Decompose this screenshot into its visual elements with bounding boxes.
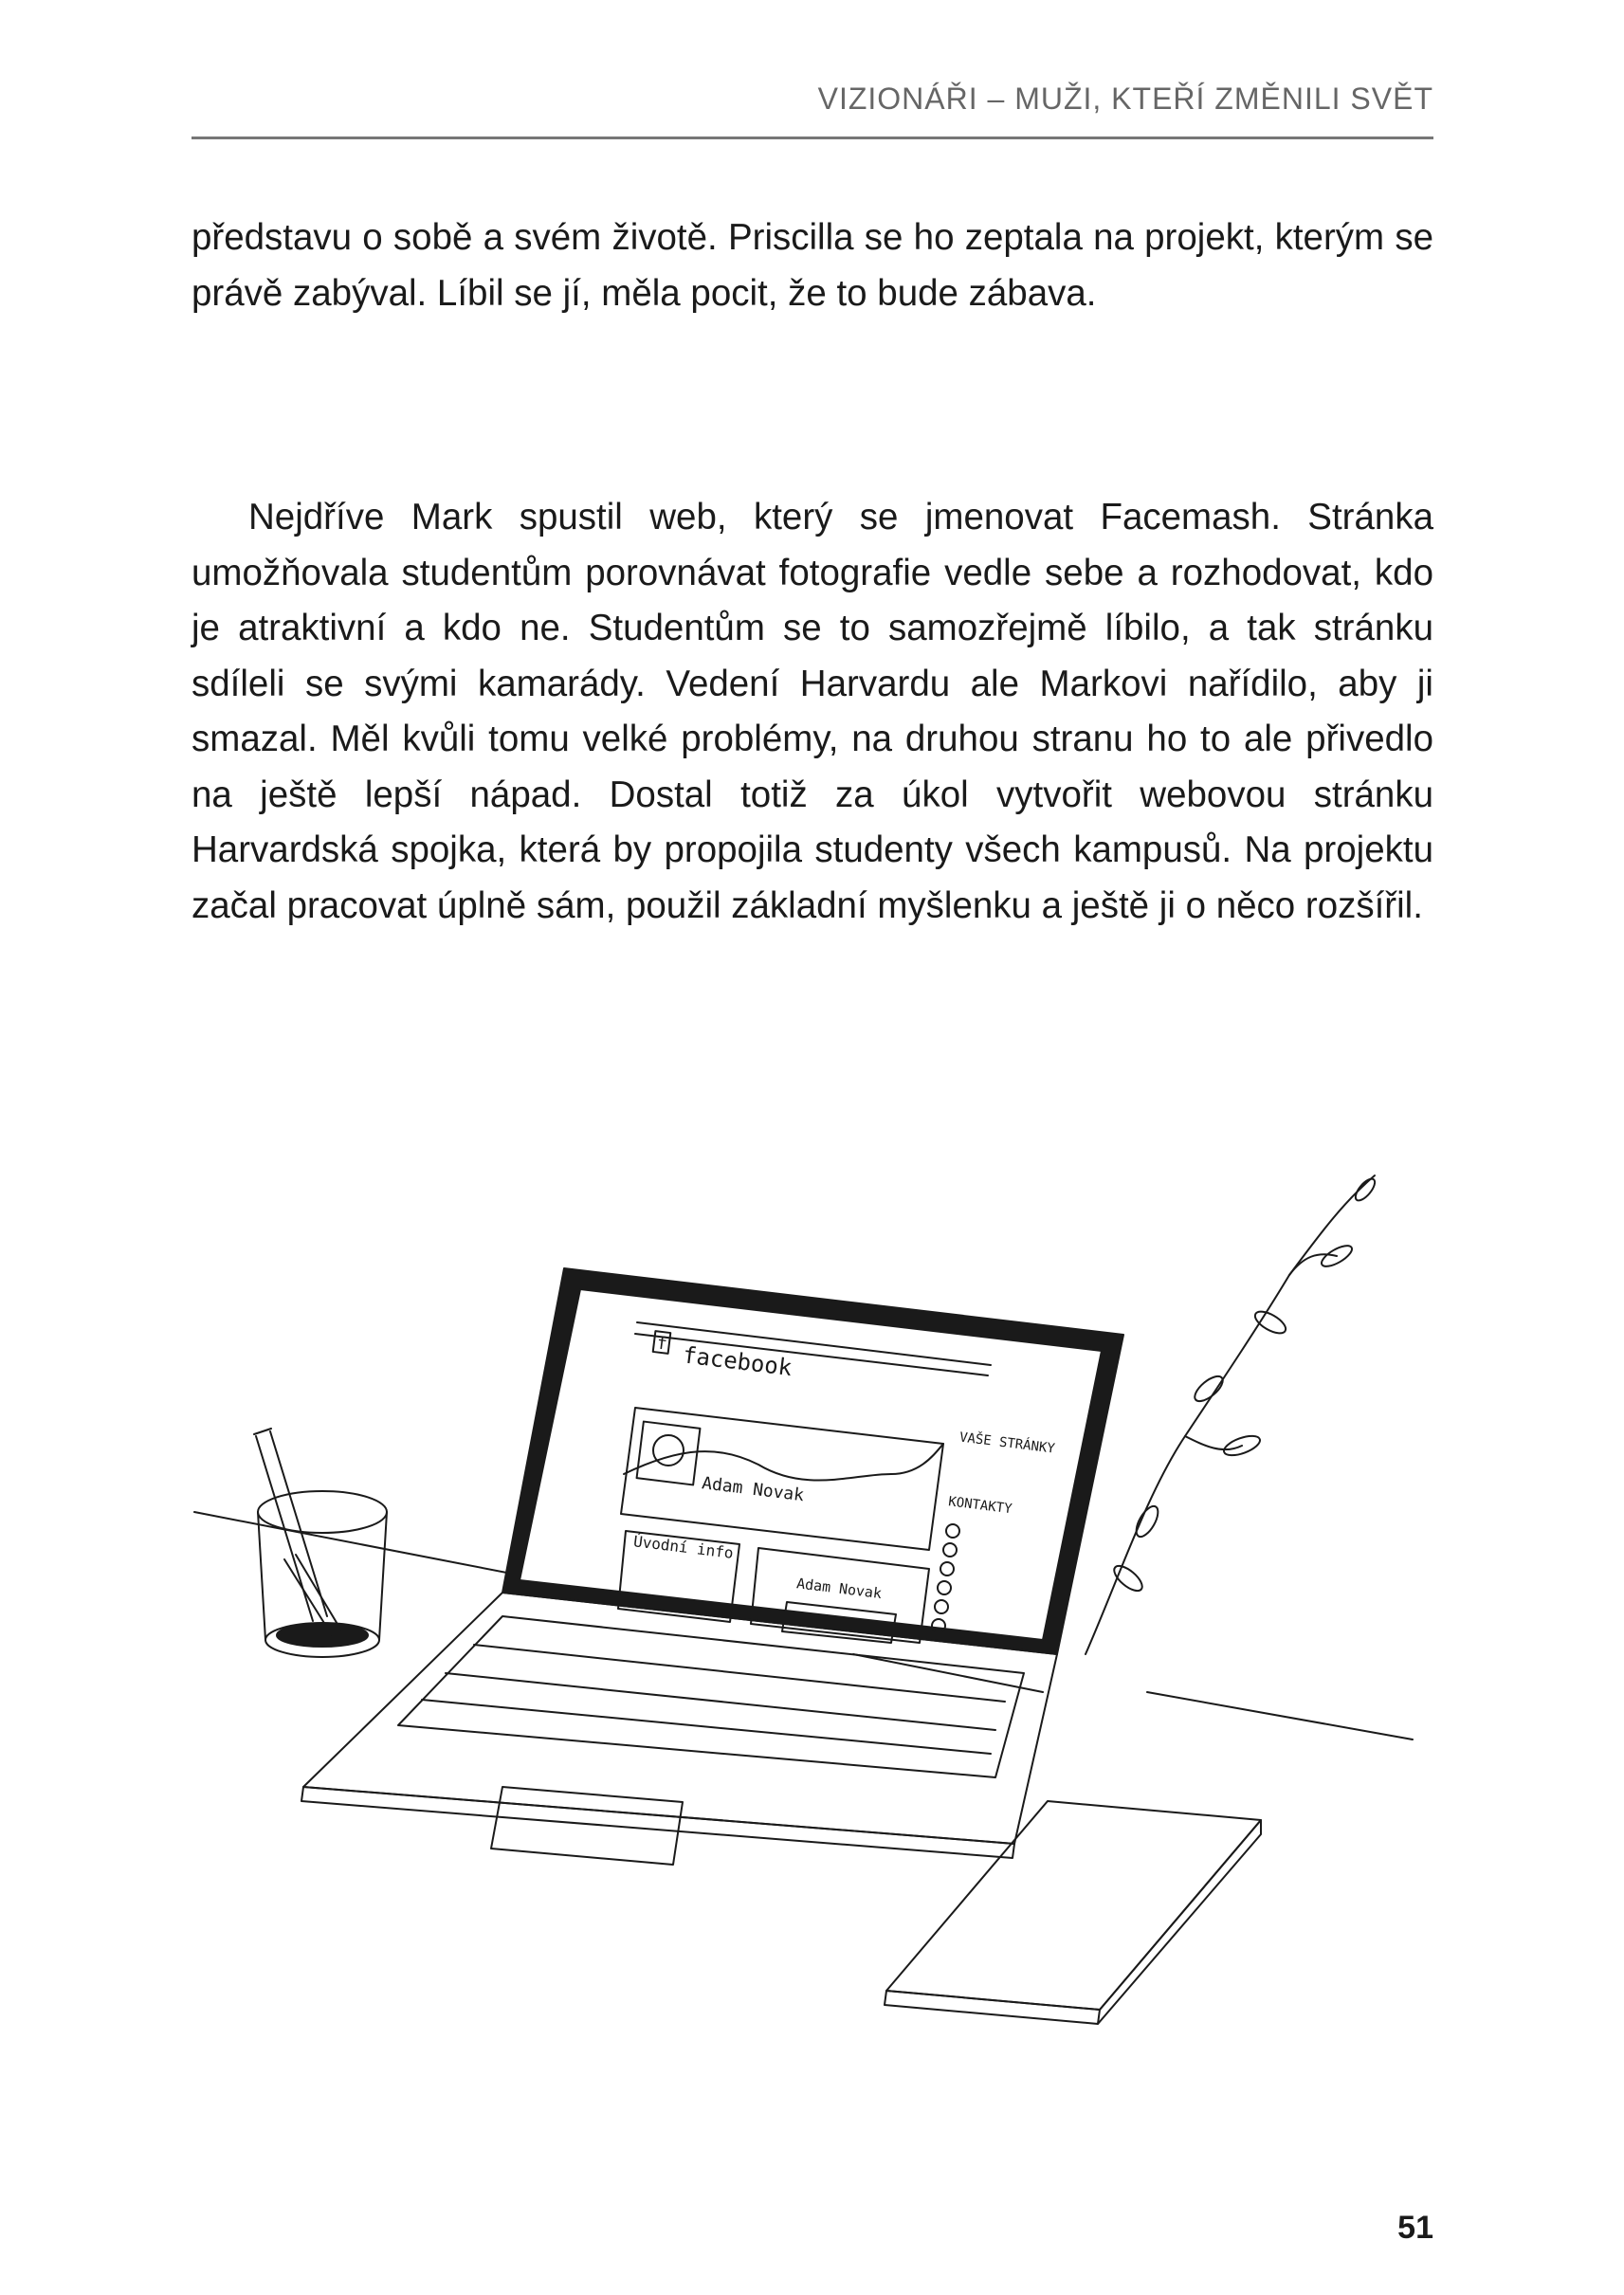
laptop-screen (502, 1268, 1123, 1654)
post-author: Adam Novak (795, 1575, 884, 1603)
plant-branch (1086, 1175, 1378, 1654)
notebook (885, 1801, 1261, 2024)
running-title: VIZIONÁŘI – MUŽI, KTEŘÍ ZMĚNILI SVĚT (817, 82, 1433, 116)
intro-label: Úvodní info (632, 1532, 735, 1562)
page-number: 51 (1397, 2210, 1433, 2246)
screen-brand: facebook (681, 1341, 794, 1382)
running-header (192, 78, 1433, 139)
paragraph-2: Nejdříve Mark spustil web, který se jmenovat Facemash. Stránka umožňovala studentům porovnávat fotografie vedle sebe a rozhodovat, kdo je atraktivní a kdo ne. Studentům se to samozřejmě líbilo, a tak stránku sdíleli se svými kamarády. Vedení Harvardu ale Markovi nařídilo, aby ji smazal. Měl kvůli tomu velké problémy, na druhou stranu ho to ale přivedlo na ještě lepší nápad. Dostal totiž za úkol vytvořit webovou stránku Harvardská spojka, která by propojila studenty všech kampusů. Na projektu začal pracovat úplně sám, použil základní myšlenku a ještě ji o něco rozšířil. (192, 497, 1433, 926)
laptop-illustration (190, 1161, 1441, 2062)
pages-label: VAŠE STRÁNKY (958, 1430, 1056, 1457)
pen-cup (254, 1429, 387, 1657)
contacts-label: KONTAKTY (947, 1494, 1013, 1518)
profile-name: Adam Novak (701, 1473, 806, 1506)
paragraph-1: představu o sobě a svém životě. Priscilla se ho zeptala na projekt, kterým se právě zabýval. Líbil se jí, měla pocit, že to bude zábava. (192, 217, 1433, 314)
screen-logo: f (655, 1333, 668, 1355)
